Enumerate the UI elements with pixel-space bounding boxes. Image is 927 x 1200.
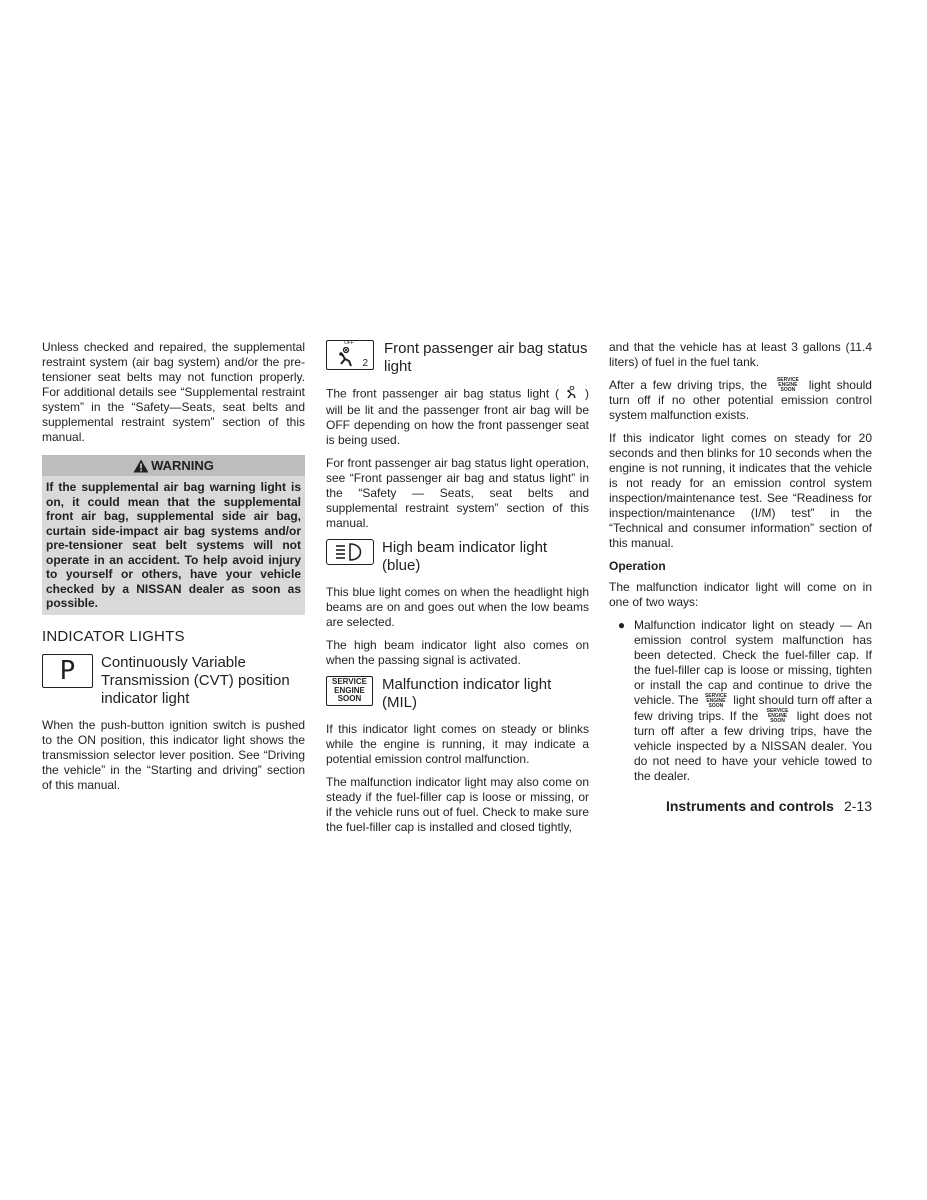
column-left [42,340,305,801]
highbeam-paragraph-1: This blue light comes on when the headlight high beams are on and goes out when the low beams are selected. [326,585,589,629]
warning-triangle-icon [133,459,149,473]
cvt-indicator-heading [42,654,305,708]
warning-text: If the supplemental air bag warning light is on, it could mean that the supplemental front air bag, supplemental side air bag, curtain side-impact air bag systems and/or pre-tensioner seat belt systems will not operate in an accident. To help avoid injury to yourself or others, have your vehicle checked by a NISSAN dealer as soon as possible. [46,480,301,610]
mil-indicator-heading [326,676,589,712]
section-title: INDICATOR LIGHTS [42,627,185,645]
mil-paragraph-2: The malfunction indicator light may also come on steady if the fuel-filler cap is loose or missing, or if the vehicle runs out of fuel. Check to make sure the fuel-filler cap is installed and closed tightly, [326,775,589,834]
readiness-paragraph: If this indicator light comes on steady for 20 seconds and then blinks for 10 seconds when the engine is not running, it indicates that the vehicle is not ready for an emission control system inspection/maintenance test. See “Readiness for inspection/maintenance (I/M) test” in the “Technical and consumer information” section of this manual. [609,431,872,551]
airbag-paragraph-2: For front passenger air bag status light operation, see “Front passenger air bag and status light” in the “Safety — Seats, seat belts and supplemental restraint system” section of this manual. [326,456,589,530]
mil-indicator-title: Malfunction indicator light (MIL) [382,676,552,711]
warning-box [42,455,305,615]
service-engine-soon-inline-icon: SERVICE ENGINE SOON [766,707,789,724]
warning-header [42,455,305,476]
highbeam-paragraph-2: The high beam indicator light also comes on when the passing signal is activated. [326,638,589,667]
column-middle [326,340,589,843]
airbag-inline-icon [559,386,585,403]
footer-section-title: Instruments and controls [665,798,834,814]
operation-heading: Operation [609,559,666,574]
operation-paragraph: The malfunction indicator light will come on in one of two ways: [609,580,872,610]
cvt-p-icon: P [42,654,93,688]
service-engine-soon-icon: SERVICE ENGINE SOON [326,676,373,706]
airbag-paragraph-1: The front passenger air bag status light ( ) will be lit and the passenger front air bag will be OFF depending on how the front passenger seat is being used. [326,386,589,447]
bullet-dot-icon: ● [617,618,626,633]
cvt-paragraph: When the push-button ignition switch is pushed to the ON position, this indicator light shows the transmission selector lever position. See “Driving the vehicle” in the “Starting and driving” section of this manual. [42,717,305,792]
driving-trips-paragraph: After a few driving trips, the SERVICE ENGINE SOON light should turn off if no other potential emission control system malfunction exists. [609,377,872,423]
warning-label: WARNING [151,458,214,473]
list-item: ● Malfunction indicator light on steady — An emission control system malfunction has been detected. Check the fuel-filler cap. If the fuel-filler cap is loose or missing, tighten or install the cap and continue to drive the vehicle. The SERVICE ENGINE SOON light should turn off after a few driving trips. If the SERVICE ENGINE SOON light does not turn off after a few driving trips, have the vehicle inspected by a NISSAN dealer. You do not need to have your vehicle towed to the dealer. [609,618,872,784]
service-engine-soon-inline-icon: SERVICE ENGINE SOON [776,377,799,394]
fuel-paragraph: and that the vehicle has at least 3 gallons (11.4 liters) of fuel in the fuel tank. [609,340,872,369]
airbag-indicator-title: Front passenger air bag status light [384,340,588,375]
page-number: 2-13 [843,798,872,814]
airbag-indicator-heading [326,340,589,376]
page-footer [600,798,872,814]
column-right [609,340,872,792]
passenger-airbag-off-icon: OFF 2 [326,340,374,370]
intro-paragraph: Unless checked and repaired, the supplemental restraint system (air bag system) and/or the pre-tensioner seat belts may not function properly. For additional details see “Supplemental restraint system” in the “Safety—Seats, seat belts and supplemental restraint system” section of this manual. [42,340,305,444]
service-engine-soon-inline-icon: SERVICE ENGINE SOON [704,692,727,709]
highbeam-indicator-heading [326,539,589,575]
highbeam-indicator-title: High beam indicator light (blue) [382,539,548,574]
cvt-indicator-title: Continuously Variable Transmission (CVT) position indicator light [101,653,290,707]
high-beam-icon [326,539,374,565]
mil-paragraph-1: If this indicator light comes on steady or blinks while the engine is running, it may indicate a potential emission control malfunction. [326,722,589,766]
